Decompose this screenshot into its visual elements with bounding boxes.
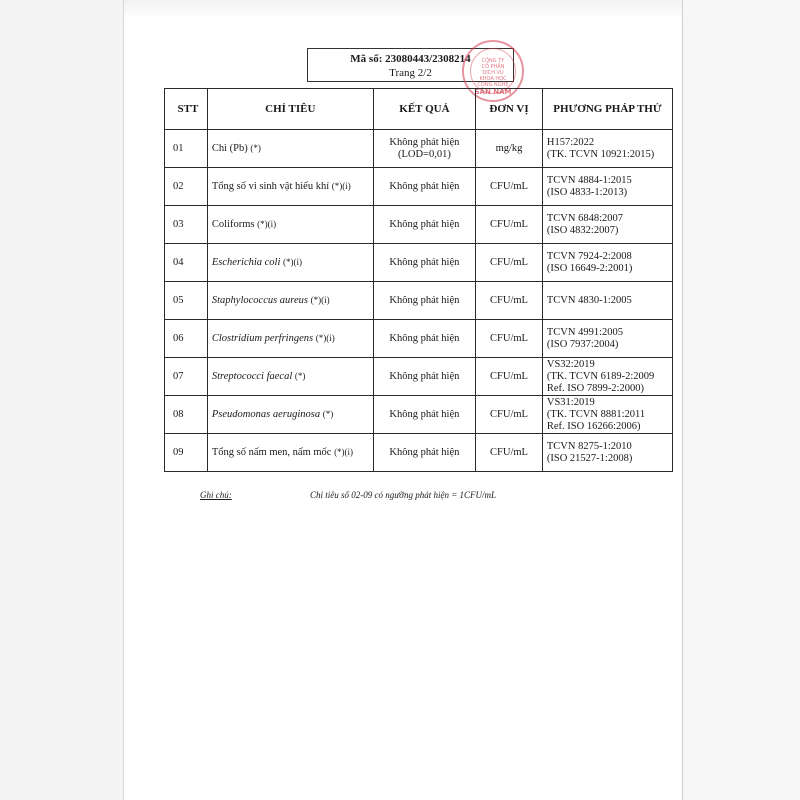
- row-indicator: [207, 206, 373, 244]
- header-stt: STT: [165, 89, 208, 130]
- row-method: [542, 282, 672, 320]
- row-result: [373, 282, 475, 320]
- header-name: CHỈ TIÊU: [207, 89, 373, 130]
- indicator-name: Pseudomonas aeruginosa: [211, 409, 321, 420]
- row-indicator: [207, 434, 373, 472]
- method-line: (ISO 7937:2004): [546, 338, 619, 350]
- table-row: [165, 206, 673, 244]
- indicator-name: Escherichia coli: [211, 257, 281, 268]
- table-row: [165, 244, 673, 282]
- method-line: (TK. TCVN 10921:2015): [546, 148, 655, 160]
- header-method: PHƯƠNG PHÁP THỬ: [542, 89, 672, 130]
- seal-line-3: DỊCH VỤ: [482, 70, 504, 76]
- indicator-mark: (*)(i): [310, 295, 330, 305]
- row-stt: 07: [165, 358, 208, 396]
- row-method: [542, 168, 672, 206]
- row-indicator: [207, 320, 373, 358]
- header-unit: ĐƠN VỊ: [476, 89, 543, 130]
- row-unit: CFU/mL: [476, 434, 543, 472]
- scan-right-margin: [682, 0, 800, 800]
- row-stt: 03: [165, 206, 208, 244]
- indicator-name: Streptococci faecal: [211, 371, 293, 382]
- row-stt: 06: [165, 320, 208, 358]
- row-result: [373, 434, 475, 472]
- results-table: [164, 88, 673, 472]
- indicator-name: Tổng số nấm men, nấm mốc: [211, 447, 332, 458]
- indicator-mark: (*)(i): [257, 219, 277, 229]
- indicator-mark: (*)(i): [283, 257, 303, 267]
- seal-line-5: SÂN NAM: [474, 88, 512, 96]
- result-value: Không phát hiện: [389, 256, 460, 268]
- method-line: (ISO 21527-1:2008): [546, 452, 633, 464]
- method-line: (TK. TCVN 6189-2:2009: [546, 370, 655, 382]
- row-unit: CFU/mL: [476, 168, 543, 206]
- indicator-mark: (*)(i): [334, 447, 354, 457]
- footnote-label: Ghi chú:: [200, 490, 232, 500]
- result-value: Không phát hiện: [389, 180, 460, 192]
- page-number: Trang 2/2: [389, 67, 432, 79]
- row-stt: 01: [165, 130, 208, 168]
- row-result: [373, 320, 475, 358]
- table-row: [165, 168, 673, 206]
- row-indicator: [207, 244, 373, 282]
- row-unit: CFU/mL: [476, 320, 543, 358]
- method-line: Ref. ISO 7899-2:2000): [546, 382, 644, 394]
- row-stt: 02: [165, 168, 208, 206]
- row-indicator: [207, 130, 373, 168]
- method-line: TCVN 4830-1:2005: [546, 294, 632, 306]
- row-unit: CFU/mL: [476, 244, 543, 282]
- table-row: [165, 282, 673, 320]
- row-unit: CFU/mL: [476, 396, 543, 434]
- method-line: TCVN 7924-2:2008: [546, 250, 632, 262]
- row-method: [542, 206, 672, 244]
- indicator-mark: (*): [322, 409, 334, 419]
- result-value: Không phát hiện: [389, 370, 460, 382]
- row-indicator: [207, 358, 373, 396]
- result-value: Không phát hiện: [389, 136, 460, 148]
- row-method: [542, 130, 672, 168]
- indicator-name: Tổng số vi sinh vật hiếu khí: [211, 181, 330, 192]
- row-stt: 09: [165, 434, 208, 472]
- header-result: KẾT QUẢ: [373, 89, 475, 130]
- indicator-name: Clostridium perfringens: [211, 333, 314, 344]
- indicator-name: Chì (Pb): [211, 143, 248, 154]
- indicator-mark: (*)(i): [331, 181, 351, 191]
- row-method: [542, 320, 672, 358]
- row-unit: CFU/mL: [476, 282, 543, 320]
- method-line: TCVN 4991:2005: [546, 326, 623, 338]
- result-value: Không phát hiện: [389, 446, 460, 458]
- method-line: (TK. TCVN 8881:2011: [546, 408, 646, 420]
- row-stt: 05: [165, 282, 208, 320]
- result-value: Không phát hiện: [389, 408, 460, 420]
- indicator-mark: (*)(i): [315, 333, 335, 343]
- method-line: Ref. ISO 16266:2006): [546, 420, 641, 432]
- indicator-mark: (*): [250, 143, 261, 153]
- table-row: [165, 320, 673, 358]
- result-detection-limit: (LOD=0,01): [397, 148, 451, 160]
- table-row: [165, 434, 673, 472]
- table-row: [165, 396, 673, 434]
- table-header-row: [165, 89, 673, 130]
- method-line: (ISO 4833-1:2013): [546, 186, 628, 198]
- row-method: [542, 358, 672, 396]
- table-row: [165, 130, 673, 168]
- method-line: VS31:2019: [546, 396, 595, 408]
- indicator-mark: (*): [294, 371, 306, 381]
- method-line: H157:2022: [546, 136, 595, 148]
- seal-line-1: CÔNG TY: [481, 58, 505, 64]
- method-line: (ISO 4832:2007): [546, 224, 619, 236]
- row-result: [373, 130, 475, 168]
- result-value: Không phát hiện: [389, 294, 460, 306]
- result-value: Không phát hiện: [389, 332, 460, 344]
- row-unit: CFU/mL: [476, 206, 543, 244]
- row-indicator: [207, 282, 373, 320]
- method-line: TCVN 4884-1:2015: [546, 174, 632, 186]
- footnote: [200, 490, 496, 500]
- row-indicator: [207, 168, 373, 206]
- method-line: VS32:2019: [546, 358, 595, 370]
- method-line: TCVN 8275-1:2010: [546, 440, 632, 452]
- report-code: Mã số: 23080443/2308214: [350, 53, 471, 65]
- row-result: [373, 396, 475, 434]
- indicator-name: Staphylococcus aureus: [211, 295, 309, 306]
- row-unit: mg/kg: [476, 130, 543, 168]
- table-body: [165, 130, 673, 472]
- row-result: [373, 206, 475, 244]
- indicator-name: Coliforms: [211, 219, 255, 230]
- row-indicator: [207, 396, 373, 434]
- row-result: [373, 244, 475, 282]
- row-method: [542, 396, 672, 434]
- result-value: Không phát hiện: [389, 218, 460, 230]
- row-result: [373, 358, 475, 396]
- row-unit: CFU/mL: [476, 358, 543, 396]
- seal-line-2: CỔ PHẦN: [481, 64, 505, 70]
- footnote-text: Chỉ tiêu số 02-09 có ngưỡng phát hiện = 1CFU/mL: [310, 490, 497, 500]
- scan-left-margin: [0, 0, 124, 800]
- seal-line-4: KHOA HỌC CÔNG NGHỆ: [477, 76, 509, 88]
- row-stt: 04: [165, 244, 208, 282]
- row-method: [542, 434, 672, 472]
- row-result: [373, 168, 475, 206]
- row-stt: 08: [165, 396, 208, 434]
- method-line: TCVN 6848:2007: [546, 212, 623, 224]
- method-line: (ISO 16649-2:2001): [546, 262, 633, 274]
- row-method: [542, 244, 672, 282]
- table-row: [165, 358, 673, 396]
